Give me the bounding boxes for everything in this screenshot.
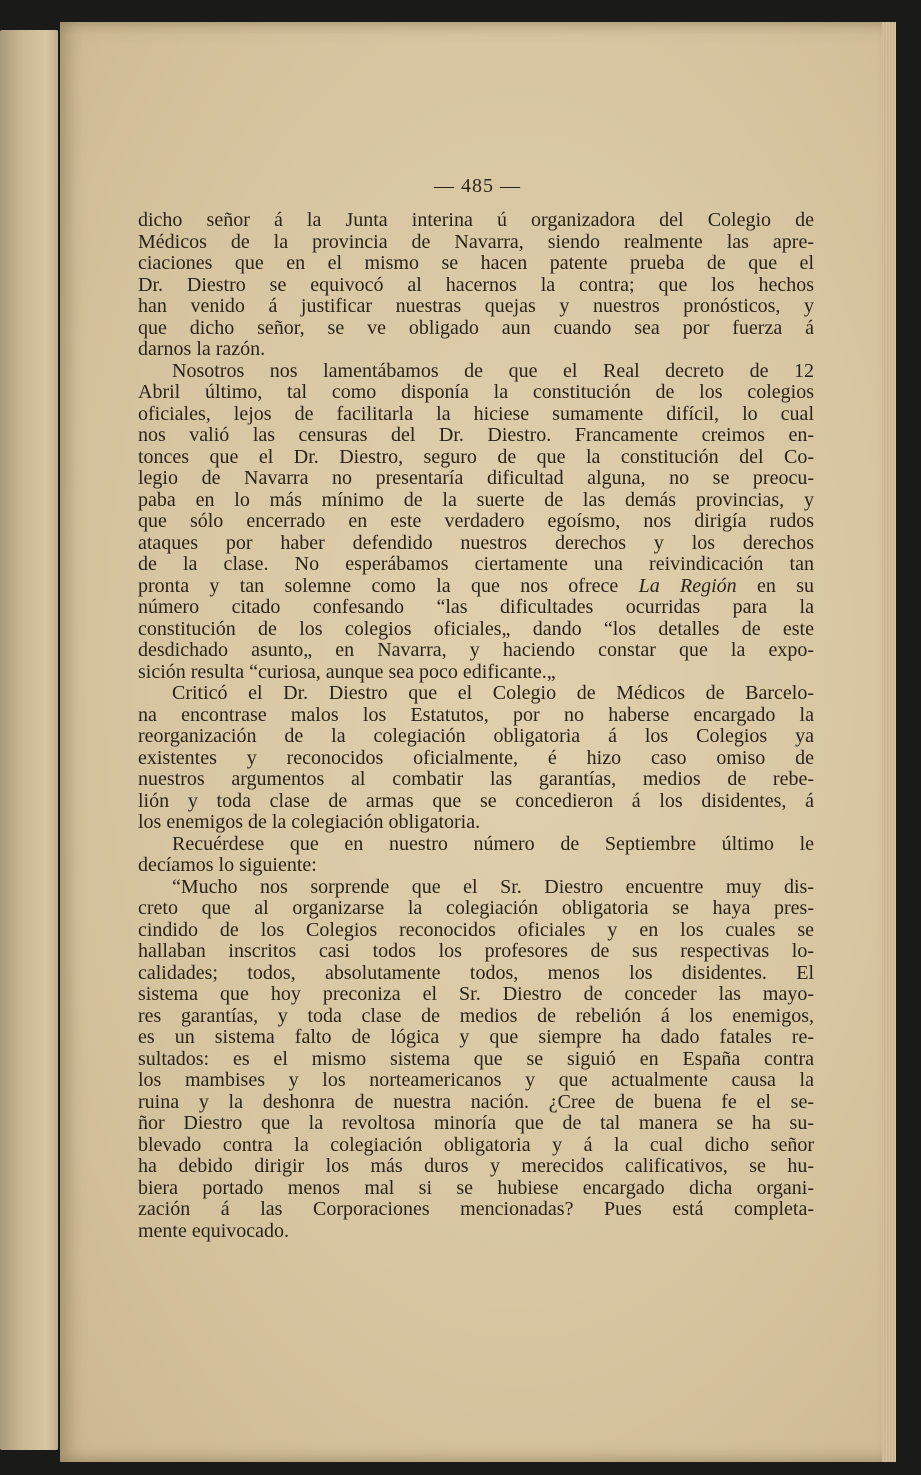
text-line: res garantías, y toda clase de medios de rebelión á los enemigos, [138, 1004, 814, 1027]
text-line: biera portado menos mal si se hubiese encargado dicha organi- [138, 1176, 814, 1199]
text-line: ataques por haber defendido nuestros derechos y los derechos [138, 531, 814, 554]
text-line: nuestros argumentos al combatir las garantías, medios de rebe- [138, 768, 814, 790]
text-line: blevado contra la colegiación obligatoria y á la cual dicho señor [138, 1133, 814, 1156]
book-page [60, 22, 895, 1462]
text-line: hallaban inscritos casi todos los profesores de sus respectivas lo- [138, 940, 814, 962]
text-line: han venido á justificar nuestras quejas y nuestros pronósticos, y [138, 295, 814, 317]
text-line: nos valió las censuras del Dr. Diestro. Francamente creimos en- [138, 424, 814, 446]
text-line: desdichado asunto„ en Navarra, y haciendo constar que la expo- [138, 639, 814, 661]
paragraph [138, 834, 814, 877]
text-line: existentes y reconocidos oficialmente, é hizo caso omiso de [138, 746, 814, 769]
text-line: paba en lo más mínimo de la suerte de las demás provincias, y [138, 488, 814, 511]
text-line: que dicho señor, se ve obligado aun cuando sea por fuerza á [138, 316, 814, 339]
text-line: los enemigos de la colegiación obligatoria. [138, 811, 481, 833]
text-line: Médicos de la provincia de Navarra, siendo realmente las apre- [138, 230, 814, 253]
text-line: darnos la razón. [138, 338, 266, 360]
paragraph [138, 683, 814, 834]
text-line: oficiales, lejos de facilitarla la hiciese sumamente difícil, lo cual [138, 402, 814, 425]
text-line: mente equivocado. [138, 1219, 290, 1242]
text-line: reorganización de la colegiación obligatoria á los Colegios ya [138, 725, 814, 747]
text-line: es un sistema falto de lógica y que siempre ha dado fatales re- [138, 1026, 814, 1048]
text-line: calidades; todos, absolutamente todos, menos los disidentes. El [138, 961, 814, 984]
text-line: “Mucho nos sorprende que el Sr. Diestro encuentre muy dis- [172, 875, 814, 898]
text-line: decíamos lo siguiente: [138, 854, 317, 876]
paragraph [138, 210, 814, 361]
text-line: ciaciones que en el mismo se hacen patente prueba de que el [138, 252, 814, 274]
text-line: sistema que hoy preconiza el Sr. Diestro de conceder las mayo- [138, 983, 814, 1005]
text-line: tonces que el Dr. Diestro, seguro de que la constitución del Co- [138, 445, 814, 468]
text-line: sultados: es el mismo sistema que se siguió en España contra [138, 1047, 814, 1070]
paragraph [138, 361, 814, 684]
text-line: Abril último, tal como disponía la constitución de los colegios [138, 381, 814, 403]
text-line: zación á las Corporaciones mencionadas? Pues está completa- [138, 1198, 814, 1220]
text-line: legio de Navarra no presentaría dificultad alguna, no se preocu- [138, 467, 814, 489]
text-line: número citado confesando “las dificultades ocurridas para la [138, 596, 814, 618]
page-number: — 485 — [434, 175, 521, 197]
text-line: pronta y tan solemne como la que nos ofrece La Región en su [138, 574, 814, 597]
text-line: Nosotros nos lamentábamos de que el Real decreto de 12 [172, 359, 814, 382]
text-line: ruina y la deshonra de nuestra nación. ¿Cree de buena fe el se- [138, 1090, 814, 1113]
text-line: ñor Diestro que la revoltosa minoría que de tal manera se ha su- [138, 1112, 814, 1134]
text-line: Recuérdese que en nuestro número de Septiembre último le [172, 832, 814, 855]
text-line: creto que al organizarse la colegiación obligatoria se haya pres- [138, 897, 814, 919]
text-line: constitución de los colegios oficiales„ dando “los detalles de este [138, 617, 814, 640]
page-fore-edge [882, 22, 896, 1462]
text-line: ha debido dirigir los más duros y merecidos calificativos, se hu- [138, 1155, 814, 1177]
paragraph [138, 877, 814, 1243]
text-line: de la clase. No esperábamos ciertamente una reivindicación tan [138, 553, 814, 575]
text-line: dicho señor á la Junta interina ú organizadora del Colegio de [138, 209, 814, 231]
previous-page-edge [0, 30, 58, 1450]
text-line: cindido de los Colegios reconocidos oficiales y en los cuales se [138, 918, 814, 941]
text-line: Criticó el Dr. Diestro que el Colegio de Médicos de Barcelo- [172, 682, 814, 704]
text-line: lión y toda clase de armas que se concedieron á los disidentes, á [138, 789, 814, 812]
text-line: sición resulta “curiosa, aunque sea poco edificante.„ [138, 660, 556, 683]
text-line: na encontrase malos los Estatutos, por no haberse encargado la [138, 703, 814, 726]
text-line: los mambises y los norteamericanos y que actualmente causa la [138, 1069, 814, 1091]
body-text [138, 210, 814, 1242]
text-line: Dr. Diestro se equivocó al hacernos la contra; que los hechos [138, 273, 814, 296]
italic-title: La Región [638, 574, 737, 597]
text-line: que sólo encerrado en este verdadero egoísmo, nos dirigía rudos [138, 510, 814, 532]
